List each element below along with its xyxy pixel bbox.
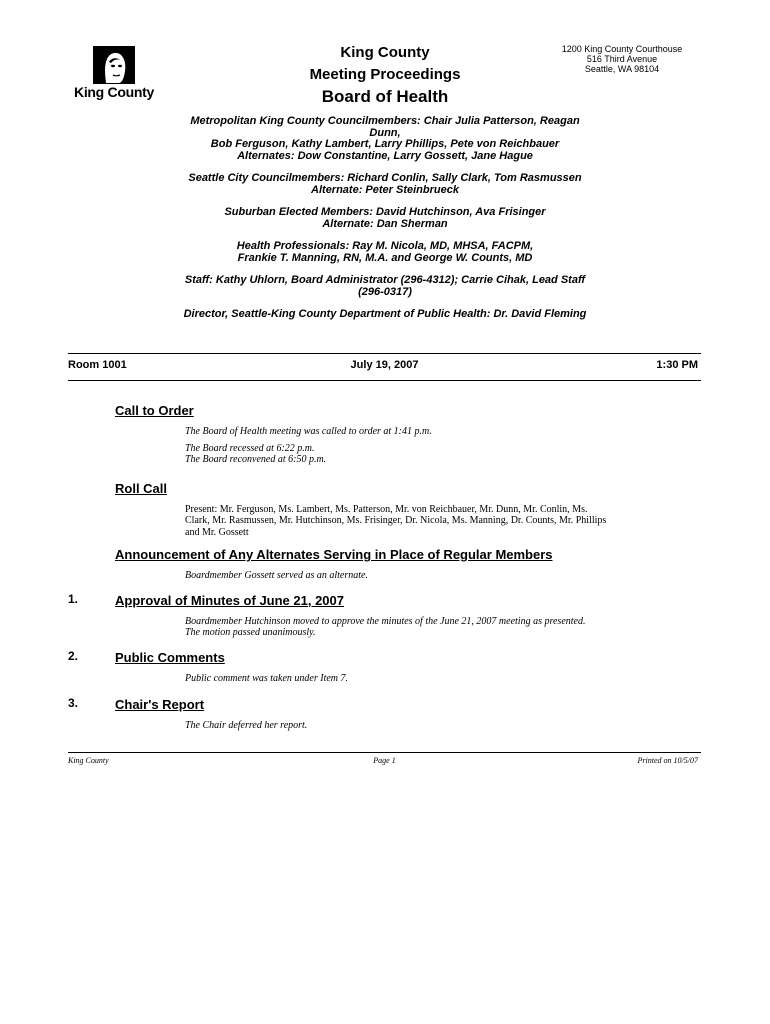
- meeting-date: July 19, 2007: [350, 359, 419, 371]
- item-paragraph: [185, 504, 701, 539]
- item-text-line: Boardmember Gossett served as an alternate.: [185, 570, 368, 581]
- agenda-item: [68, 649, 701, 685]
- agenda-item: [68, 546, 701, 582]
- member-line: Alternate: Dan Sherman: [322, 217, 448, 230]
- item-number: 2.: [68, 648, 79, 663]
- agenda-item: [68, 696, 701, 732]
- member-line: Seattle City Councilmembers: Richard Conlin, Sally Clark, Tom Rasmussen: [188, 172, 582, 184]
- page-footer: [68, 756, 701, 768]
- agenda-item: [68, 480, 701, 539]
- item-heading: Roll Call: [115, 480, 168, 496]
- item-paragraph: [185, 720, 701, 732]
- item-heading: Call to Order: [115, 403, 194, 418]
- item-body: [185, 616, 701, 639]
- member-line: (296-0317): [358, 285, 412, 298]
- logo-text: King County: [74, 84, 154, 100]
- item-text-line: Present: Mr. Ferguson, Ms. Lambert, Ms. Patterson, Mr. von Reichbauer, Mr. Dunn, Mr. Conlin, Ms.: [185, 503, 588, 515]
- item-body: [185, 504, 701, 539]
- king-county-logo: [66, 44, 162, 104]
- item-body: [185, 673, 701, 685]
- item-heading: Public Comments: [115, 649, 225, 665]
- member-group: [150, 241, 620, 264]
- member-group: [150, 173, 620, 196]
- item-paragraph: [185, 443, 701, 466]
- item-number: 3.: [68, 696, 79, 710]
- header-org: King County: [340, 44, 430, 61]
- agenda: [68, 402, 701, 737]
- member-line: Alternates: Dow Constantine, Larry Gossett, Jane Hague: [237, 149, 533, 162]
- item-number: 1.: [68, 591, 79, 606]
- divider: [68, 380, 701, 381]
- member-line: Frankie T. Manning, RN, M.A. and George W. Counts, MD: [237, 251, 533, 264]
- member-line: Bob Ferguson, Kathy Lambert, Larry Phillips, Pete von Reichbauer: [210, 138, 560, 150]
- item-body: [185, 570, 701, 582]
- courthouse-address: [552, 44, 692, 74]
- item-body: [185, 720, 701, 732]
- item-text-line: The Board of Health meeting was called to order at 1:41 p.m.: [185, 426, 432, 437]
- item-heading: Chair's Report: [115, 697, 205, 712]
- divider: [68, 353, 701, 354]
- divider: [68, 752, 701, 753]
- member-line: Director, Seattle-King County Department of Public Health: Dr. David Fleming: [183, 308, 587, 320]
- item-text-line: The motion passed unanimously.: [185, 627, 316, 638]
- agenda-item: [68, 402, 701, 466]
- item-paragraph: [185, 673, 701, 685]
- item-text-line: Clark, Mr. Rasmussen, Mr. Hutchinson, Ms. Frisinger, Dr. Nicola, Ms. Manning, Dr. Counts, Mr. Phillips: [185, 515, 607, 526]
- member-line: Metropolitan King County Councilmembers: Chair Julia Patterson, Reagan: [190, 115, 580, 127]
- item-paragraph: [185, 616, 701, 639]
- board-members: [150, 116, 620, 332]
- item-heading: Announcement of Any Alternates Serving in Place of Regular Members: [115, 547, 553, 562]
- member-line: Suburban Elected Members: David Hutchinson, Ava Frisinger: [224, 206, 546, 218]
- member-group: [150, 275, 620, 298]
- member-line: Alternate: Peter Steinbrueck: [311, 183, 459, 196]
- meeting-info-row: [68, 359, 701, 375]
- item-paragraph: [185, 570, 701, 582]
- address-line: Seattle, WA 98104: [584, 64, 660, 74]
- item-body: [185, 426, 701, 466]
- member-group: [150, 309, 620, 321]
- agenda-item: [68, 592, 701, 639]
- header-subtitle: Meeting Proceedings: [309, 66, 461, 83]
- footer-org: King County: [68, 756, 109, 765]
- item-text-line: The Board recessed at 6:22 p.m.: [185, 442, 315, 454]
- member-line: Dunn,: [369, 126, 401, 139]
- member-group: [150, 116, 620, 162]
- item-heading: Approval of Minutes of June 21, 2007: [115, 592, 344, 608]
- member-line: Staff: Kathy Uhlorn, Board Administrator (296-4312); Carrie Cihak, Lead Staff: [184, 274, 586, 286]
- item-text-line: Boardmember Hutchinson moved to approve the minutes of the June 21, 2007 meeting as presented.: [185, 615, 586, 627]
- address-line: 1200 King County Courthouse: [561, 44, 683, 54]
- item-text-line: Public comment was taken under Item 7.: [185, 672, 349, 684]
- meeting-room: Room 1001: [68, 359, 127, 371]
- item-text-line: The Board reconvened at 6:50 p.m.: [185, 454, 327, 465]
- mlk-portrait-icon: [93, 46, 135, 84]
- item-text-line: and Mr. Gossett: [185, 526, 249, 538]
- member-line: Health Professionals: Ray M. Nicola, MD, MHSA, FACPM,: [236, 240, 534, 252]
- item-paragraph: [185, 426, 701, 438]
- address-line: 516 Third Avenue: [586, 54, 658, 64]
- printed-date: Printed on 10/5/07: [637, 756, 698, 765]
- meeting-time: 1:30 PM: [656, 359, 698, 371]
- member-group: [150, 207, 620, 230]
- item-text-line: The Chair deferred her report.: [185, 720, 308, 731]
- page-number: Page 1: [373, 756, 396, 765]
- page-title: Board of Health: [321, 87, 449, 106]
